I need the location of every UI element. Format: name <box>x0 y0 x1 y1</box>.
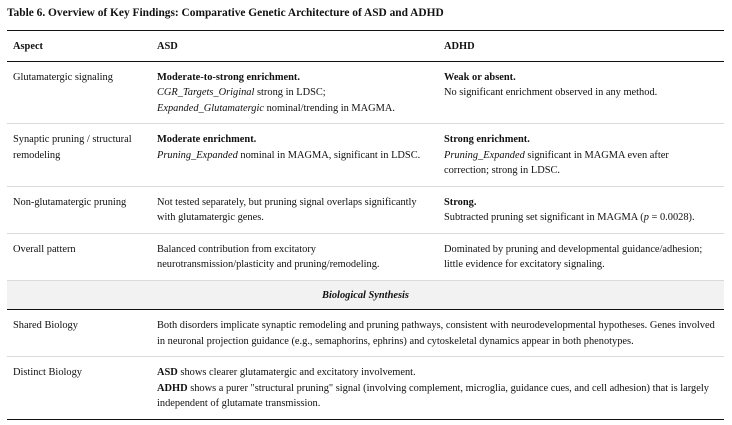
table-row <box>7 310 724 357</box>
adhd-distinct-text: shows a purer "structural pruning" signal (involving complement, microglia, guidance cues, and cell adhesion) that is largely independent of glutamate transmission. <box>157 382 709 409</box>
table-row <box>7 186 724 233</box>
adhd-line-2: correction; strong in LDSC. <box>444 165 561 176</box>
section-row <box>7 280 724 310</box>
table-row <box>7 124 724 187</box>
aspect-cell: Overall pattern <box>13 243 76 255</box>
section-title: Biological Synthesis <box>322 289 409 301</box>
adhd-line-1-text: significant in MAGMA even after <box>524 149 669 161</box>
table-row <box>7 357 724 420</box>
adhd-cell <box>438 186 724 233</box>
adhd-headline: Weak or absent. <box>444 71 516 83</box>
adhd-cell <box>438 124 724 187</box>
table-caption: Table 6. Overview of Key Findings: Comparative Genetic Architecture of ASD and ADHD <box>7 7 444 19</box>
adhd-line-1-post: = 0.0028). <box>648 212 695 223</box>
adhd-cell <box>438 61 724 124</box>
header-asd: ASD <box>157 41 178 52</box>
header-aspect: Aspect <box>13 41 44 52</box>
adhd-label: ADHD <box>157 382 188 394</box>
asd-distinct-text: shows clearer glutamatergic and excitatory involvement. <box>177 367 416 378</box>
adhd-line-1 <box>444 210 718 226</box>
aspect-cell: Non-glutamatergic pruning <box>13 196 127 208</box>
adhd-line-1-pre: Subtracted pruning set significant in MAGMA ( <box>444 212 644 223</box>
adhd-line-1: No significant enrichment observed in any method. <box>444 87 658 98</box>
asd-label: ASD <box>157 367 178 378</box>
adhd-headline: Strong. <box>444 196 477 208</box>
gene-set-name: CGR_Targets_Original <box>157 87 255 98</box>
asd-headline: Moderate enrichment. <box>157 134 257 145</box>
gene-set-name: Expanded_Glutamatergic <box>157 102 264 114</box>
asd-line-1-text: strong in LDSC; <box>254 87 326 98</box>
asd-headline: Moderate-to-strong enrichment. <box>157 71 300 83</box>
table-header <box>7 31 724 62</box>
synthesis-cell: Both disorders implicate synaptic remodeling and pruning pathways, consistent with neurodevelopmental hypotheses. Genes involved in neuronal projection guidance (e.g., semaphorins, ephrins) and cytoskeletal dynamics appear in both phenotypes. <box>157 320 715 347</box>
aspect-cell: Distinct Biology <box>13 367 82 378</box>
asd-line-1 <box>157 85 432 101</box>
distinct-adhd-line <box>157 381 718 412</box>
asd-line-2 <box>157 101 432 117</box>
header-adhd: ADHD <box>444 41 475 52</box>
asd-line-2-text: nominal/trending in MAGMA. <box>263 102 395 114</box>
asd-cell: Not tested separately, but pruning signal overlaps significantly with glutamatergic genes. <box>157 196 417 223</box>
asd-cell <box>151 61 438 124</box>
table-row <box>7 61 724 124</box>
asd-line-1 <box>157 148 432 164</box>
adhd-headline: Strong enrichment. <box>444 134 530 145</box>
adhd-line-1 <box>444 148 718 164</box>
asd-line-1-text: nominal in MAGMA, significant in LDSC. <box>237 149 421 161</box>
findings-table <box>7 30 724 420</box>
header-row <box>7 31 724 62</box>
aspect-cell: Glutamatergic signaling <box>13 71 113 83</box>
p-value-symbol: p <box>643 212 649 223</box>
asd-cell <box>151 124 438 187</box>
distinct-asd-line <box>157 365 718 381</box>
adhd-cell: Dominated by pruning and developmental guidance/adhesion; little evidence for excitatory signaling. <box>444 243 703 270</box>
table-row <box>7 233 724 280</box>
gene-set-name: Pruning_Expanded <box>444 149 525 161</box>
gene-set-name: Pruning_Expanded <box>157 149 238 161</box>
aspect-cell: Synaptic pruning / structural remodeling <box>13 134 132 161</box>
aspect-cell: Shared Biology <box>13 320 78 331</box>
asd-cell: Balanced contribution from excitatory neurotransmission/plasticity and pruning/remodeling. <box>157 243 380 270</box>
table-body <box>7 61 724 419</box>
synthesis-cell <box>151 357 724 420</box>
